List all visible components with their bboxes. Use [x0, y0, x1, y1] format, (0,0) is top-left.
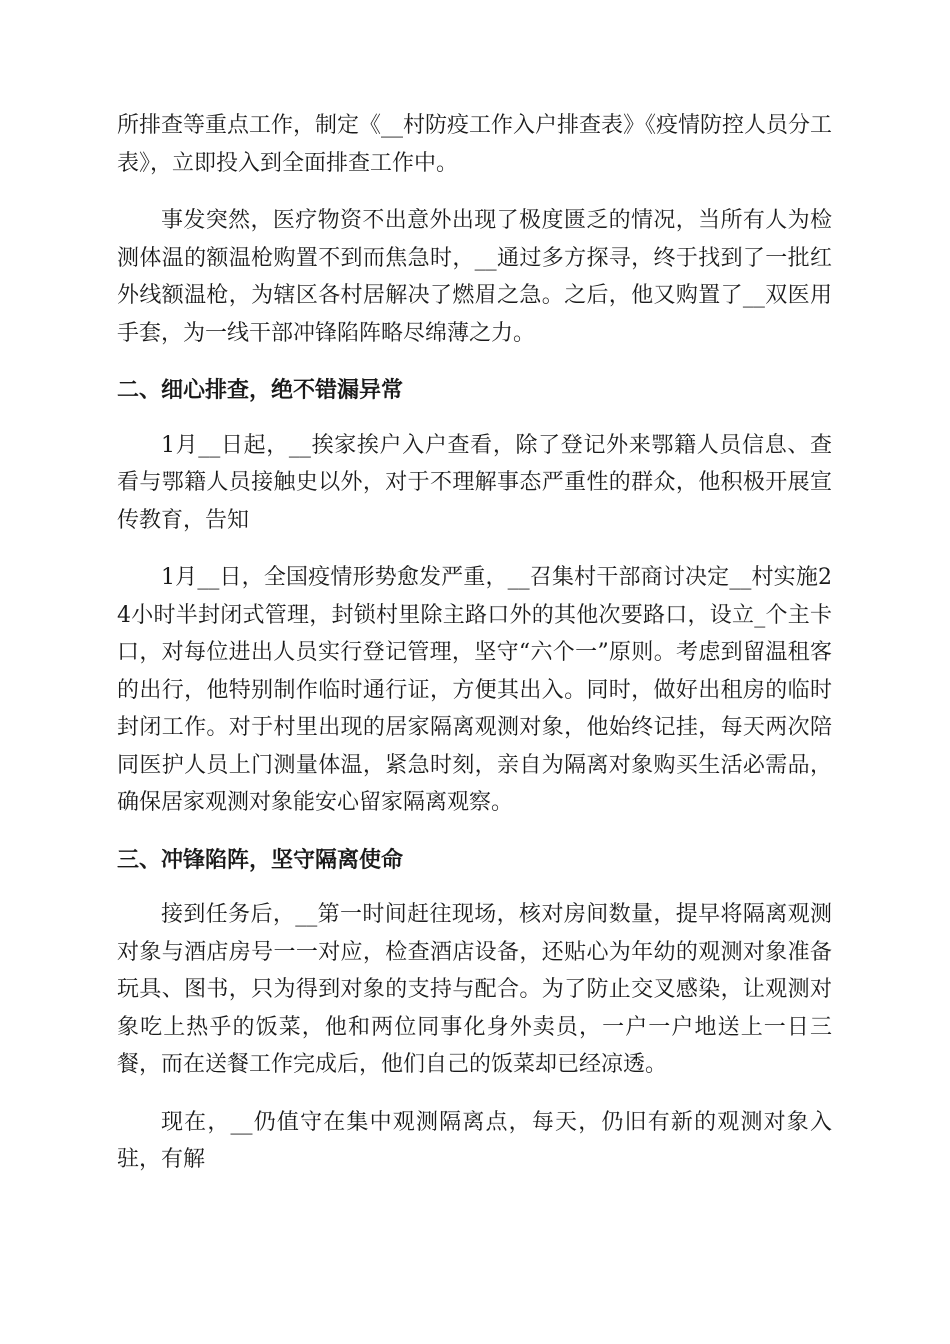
paragraph-closure: 1月__日，全国疫情形势愈发严重，__召集村干部商讨决定__村实施24小时半封闭式管理，封锁村里除主路口外的其他次要路口，设立_个主卡口，对每位进出人员实行登记管理，坚守“六个一”原则。考虑到留温租客的出行，他特别制作临时通行证，方便其出入。同时，做好出租房的临时封闭工作。对于村里出现的居家隔离观测对象，他始终记挂，每天两次陪同医护人员上门测量体温，紧急时刻，亲自为隔离对象购买生活必需品，确保居家观测对象能安心留家隔离观察。 [117, 565, 832, 815]
continuation-paragraph: 所排查等重点工作，制定《__村防疫工作入户排查表》《疫情防控人员分工表》，立即投入到全面排查工作中。 [117, 113, 833, 176]
section-two-heading: 二、细心排查，绝不错漏异常 [117, 378, 404, 403]
section-three-heading: 三、冲锋陷阵，坚守隔离使命 [117, 847, 404, 873]
document-body [117, 107, 832, 1199]
paragraph-quarantine-site: 接到任务后，__第一时间赶往现场，核对房间数量，提早将隔离观测对象与酒店房号一一对应，检查酒店设备，还贴心为年幼的观测对象准备玩具、图书，只为得到对象的支持与配合。为了防止交叉感染，让观测对象吃上热乎的饭菜，他和两位同事化身外卖员，一户一户地送上一日三餐，而在送餐工作完成后，他们自己的饭菜却已经凉透。 [117, 902, 832, 1077]
paragraph-supplies: 事发突然，医疗物资不出意外出现了极度匮乏的情况，当所有人为检测体温的额温枪购置不到而焦急时，__通过多方探寻，终于找到了一批红外线额温枪，为辖区各村居解决了燃眉之急。之后，他又购置了__双医用手套，为一线干部冲锋陷阵略尽绵薄之力。 [117, 208, 832, 346]
paragraph-door-to-door: 1月__日起，__挨家挨户入户查看，除了登记外来鄂籍人员信息、查看与鄂籍人员接触史以外，对于不理解事态严重性的群众，他积极开展宣传教育，告知 [117, 432, 832, 533]
paragraph-current: 现在，__仍值守在集中观测隔离点，每天，仍旧有新的观测对象入驻，有解 [117, 1109, 832, 1172]
